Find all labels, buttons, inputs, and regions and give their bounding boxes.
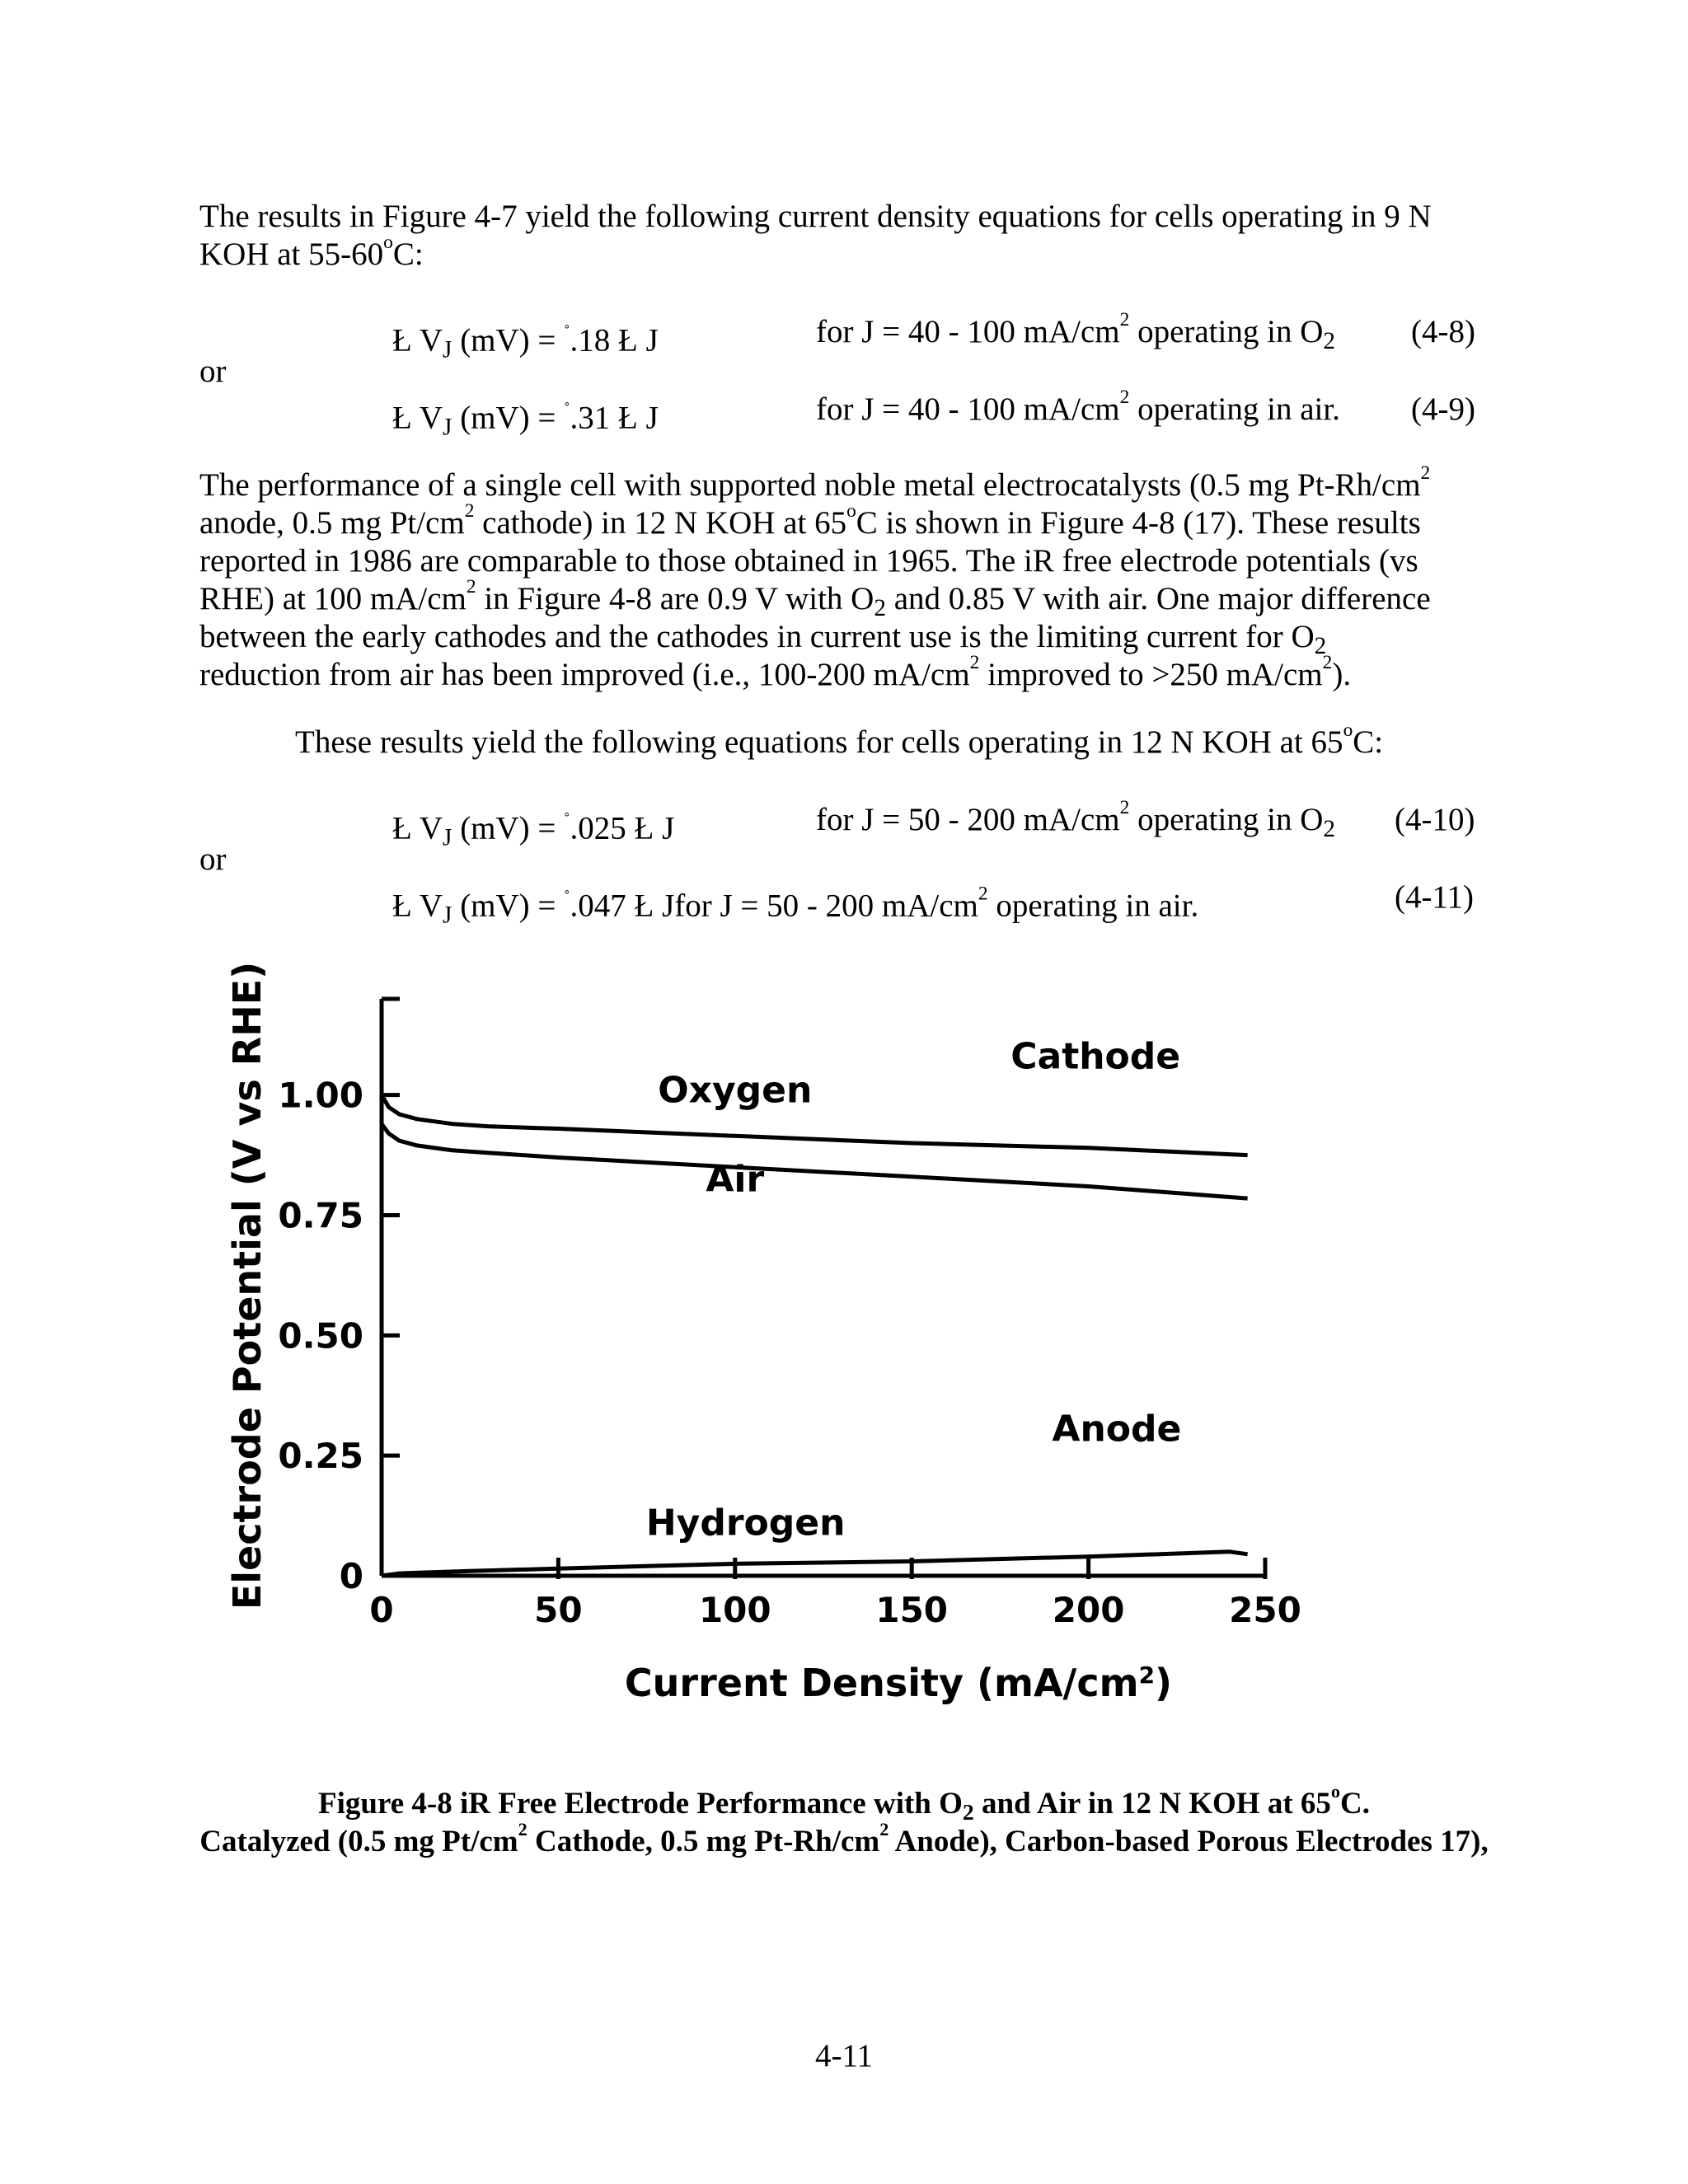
paragraph-line: The performance of a single cell with supported noble metal electrocatalysts (0.5 mg $Pt-Rh/cm^2$ xyxy=(199,462,1431,503)
x-axis-title: Current Density $(mA/cm^2)$ xyxy=(624,1661,1173,1705)
equation-4-8-number: (4-8) xyxy=(1411,314,1475,349)
page-number: 4-11 xyxy=(814,2038,874,2074)
equation-4-8-condition: for J = 40 - 100 $mA/cm^2$ operating in $O_2$ xyxy=(816,309,1335,355)
series-line-air xyxy=(382,1124,1248,1201)
y-tick-label: 0.50 xyxy=(278,1315,363,1357)
or-text: or xyxy=(199,841,227,877)
paragraph-line: between the early cathodes and the cathodes in current use is the limiting current for $O_2$ xyxy=(199,619,1327,660)
y-tick-label: 0 xyxy=(339,1556,363,1596)
equation-4-9-lhs: Ł $V_J$ (mV) = ˚.31 Ł J xyxy=(392,399,659,441)
equation-4-8-lhs: Ł $V_J$ (mV) = ˚.18 Ł J xyxy=(392,321,659,363)
y-tick-label: 0.25 xyxy=(278,1436,363,1477)
figure-caption-line-2: Catalyzed (0.5 mg $Pt/cm^2$ Cathode, 0.5 mg $Pt-Rh/cm^2$ Anode), Carbon-based Porous Electrodes 17), xyxy=(199,1819,1489,1858)
equation-4-10-number: (4-10) xyxy=(1395,802,1475,837)
equation-4-10-condition: for J = 50 - 200 $mA/cm^2$ operating in $O_2$ xyxy=(816,797,1335,843)
x-tick-label: 0 xyxy=(369,1590,394,1630)
series-line-oxygen xyxy=(382,1095,1248,1155)
equation-4-11: Ł $V_J$ (mV) = ˚.047 Ł Jfor J = 50 - 200 $mA/cm^2$ operating in air. xyxy=(392,883,1199,929)
y-tick-label: 0.75 xyxy=(278,1195,363,1236)
x-tick-label: 150 xyxy=(875,1590,949,1630)
paragraph-line: RHE) at 100 $mA/cm^2$ in Figure 4-8 are 0.9 V with $O_2$ and 0.85 V with air. One major difference xyxy=(199,576,1431,622)
series-label-oxygen: Oxygen xyxy=(658,1069,813,1112)
annotation-anode: Anode xyxy=(1052,1408,1182,1451)
x-tick-label: 100 xyxy=(698,1590,771,1630)
intro-line: KOH at 55-60$^o$C: xyxy=(199,232,424,272)
equation-4-10-lhs: Ł $V_J$ (mV) = ˚.025 Ł J xyxy=(392,809,675,851)
y-axis-title: Electrode Potential (V vs RHE) xyxy=(225,961,270,1610)
equation-4-11-number: (4-11) xyxy=(1395,879,1475,915)
x-tick-label: 50 xyxy=(534,1590,583,1630)
paragraph-line: reduction from air has been improved (i.e., 100-200 $mA/cm^2$ improved to >250 $mA/cm^2$). xyxy=(199,652,1352,692)
equation-4-9-condition: for J = 40 - 100 $mA/cm^2$ operating in air. xyxy=(816,387,1340,427)
paragraph-line: reported in 1986 are comparable to those obtained in 1965. The iR free electrode potentials (vs xyxy=(199,543,1418,579)
or-text: or xyxy=(199,354,227,389)
intro-line: The results in Figure 4-7 yield the following current density equations for cells operating in 9 N xyxy=(199,199,1432,234)
series-line-hydrogen xyxy=(382,1552,1248,1576)
x-tick-label: 250 xyxy=(1229,1590,1301,1630)
figure-caption-line-1: Figure 4-8 iR Free Electrode Performance with $O_2$ and Air in 12 N KOH at 65$^o$C. xyxy=(318,1781,1370,1825)
series-label-air: Air xyxy=(706,1158,765,1201)
series-label-hydrogen: Hydrogen xyxy=(645,1502,846,1544)
x-tick-label: 200 xyxy=(1052,1590,1125,1630)
y-tick-label: 1.00 xyxy=(278,1075,363,1116)
chart-axes xyxy=(382,999,1265,1579)
paragraph-line: anode, 0.5 mg $Pt/cm^2$ cathode) in 12 N KOH at 65$^o$C is shown in Figure 4-8 (17). These results xyxy=(199,500,1421,541)
equation-4-9-number: (4-9) xyxy=(1411,391,1475,427)
results-line: These results yield the following equations for cells operating in 12 N KOH at 65$^o$C: xyxy=(295,719,1384,760)
annotation-cathode: Cathode xyxy=(1010,1035,1181,1078)
